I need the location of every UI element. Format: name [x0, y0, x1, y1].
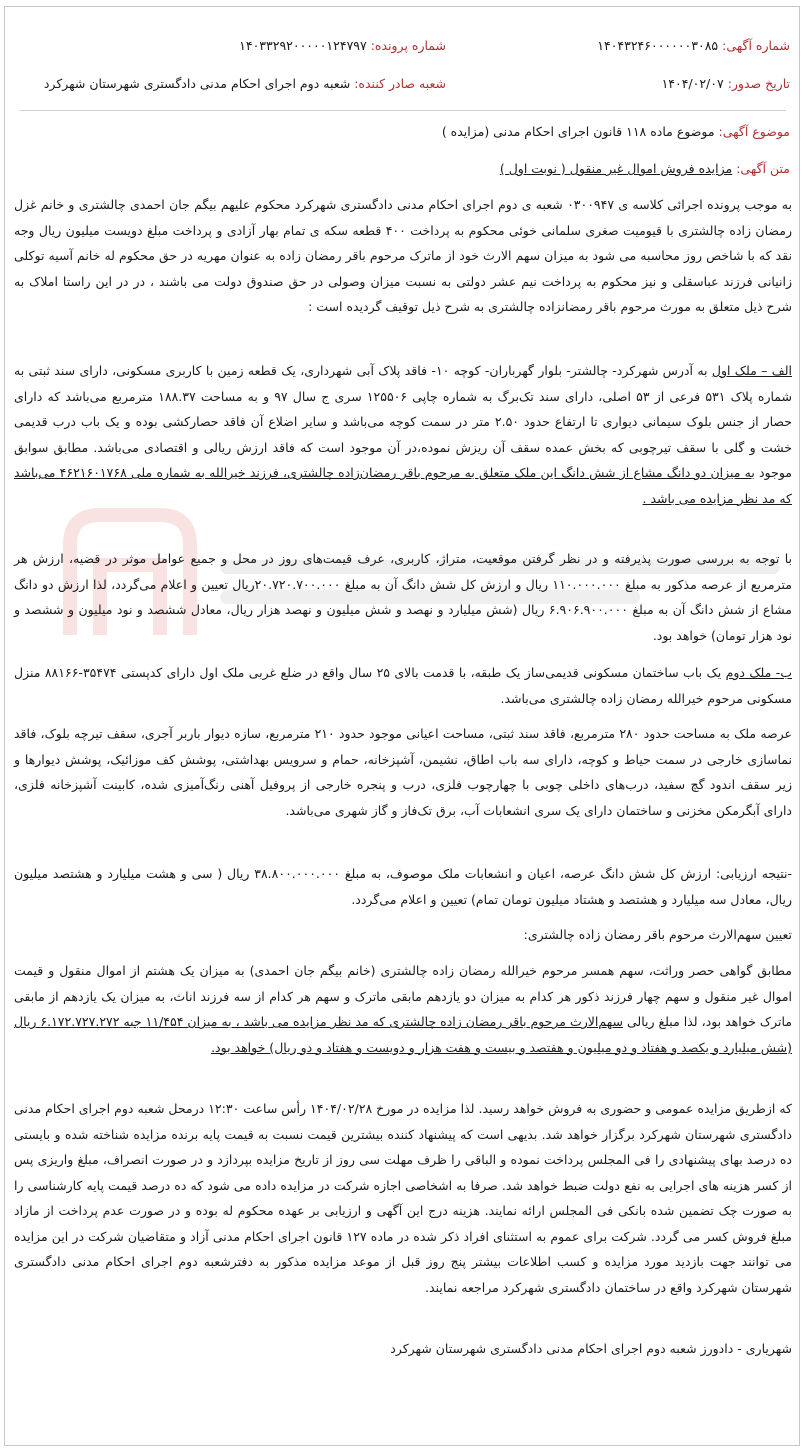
property-one-text: به آدرس شهرکرد- چالشتر- بلوار گهرباران- کوچه ۱۰- فاقد پلاک آبی شهرداری، یک قطعه زمین با کاربری مسکونی، دارای سند ثبتی به شماره پلاک ۵۳۱ فرعی از ۵۳ اصلی، دارای سند تک‌برگ به شماره چاپی ۱۲۵۵۰۶ سری ج سال ۹۷ و به مساحت ۱۸۸.۳۷ مترمربع می‌باشد که دارای حصار از جنس بلوک سیمانی دیواری تا ارتفاع حدود ۲.۵۰ متر در سمت کوچه می‌باشد و سایر اضلاع آن فاقد حصارکشی بوده و یک باب درب قدیمی خشت و گلی با سقف تیرچوبی که بخش عمده سقف آن ریزش نموده،در آن موجود است که فاقد ارزش ریالی و اقتصادی می‌باشد. مطابق سوابق موجود — [14, 363, 792, 480]
signature: شهریاری - دادورز شعبه دوم اجرای احکام مدنی دادگستری شهرستان شهرکرد — [390, 1341, 792, 1356]
subject-label: موضوع آگهی: — [718, 124, 790, 139]
issue-date-label: تاریخ صدور: — [727, 76, 790, 91]
property-one-share: به میزان دو دانگ مشاع از شش دانگ این ملک متعلق به مرحوم باقر رمضان‌زاده چالشتری، فرزند خیرالله به شماره ملی ۴۶۲۱۶۰۱۷۶۸ می‌باشد که مد نظر مزایده می باشد . — [14, 465, 792, 506]
issue-date: ۱۴۰۴/۰۲/۰۷ — [661, 76, 724, 91]
paragraph-valuation-two: -نتیجه ارزیابی: ارزش کل شش دانگ عرصه، اعیان و انشعابات ملک موصوف، به مبلغ ۳۸.۸۰۰.۰۰۰.۰۰۰ ریال ( سی و هشت میلیارد و هشتصد میلیون ریال، معادل سه میلیارد و هشتصد و هشتاد میلیون تومان تمام) تعیین و اعلام می‌گردد. — [14, 866, 793, 907]
issue-date-row — [662, 76, 790, 91]
paragraph-inheritance-heading: تعیین سهم‌الارث مرحوم باقر رمضان زاده چالشتری: — [523, 927, 792, 942]
body-title-row — [500, 161, 790, 176]
property-two-text: یک باب ساختمان مسکونی قدیمی‌ساز یک طبقه، با قدمت بالای ۲۵ سال واقع در ضلع غربی ملک اول دارای کدپستی ۳۵۴۷۴-۸۸۱۶۶ منزل مسکونی مرحوم خیرالله رمضان زاده چالشتری می‌باشد. — [14, 665, 792, 706]
body-title-label: متن آگهی: — [736, 161, 790, 176]
issuer: شعبه دوم اجرای احکام مدنی دادگستری شهرستان شهرکرد — [43, 76, 351, 91]
paragraph-property-one — [14, 358, 792, 511]
file-number: ۱۴۰۳۳۲۹۲۰۰۰۰۰۱۲۴۷۹۷ — [239, 38, 367, 53]
notice-number-row — [597, 38, 790, 53]
notice-number-label: شماره آگهی: — [722, 38, 790, 53]
property-two-heading: ب- ملک دوم — [725, 665, 793, 680]
issuer-label: شعبه صادر کننده: — [354, 76, 446, 91]
subject-row — [442, 124, 790, 139]
body-title-value: مزایده فروش اموال غیر منقول ( نوبت اول ) — [499, 161, 733, 176]
property-one-heading: الف – ملک اول — [711, 363, 792, 378]
header-divider — [20, 110, 786, 111]
paragraph-intro: به موجب پرونده اجرائی کلاسه ی ۰۳۰۰۹۴۷ شعبه ی دوم اجرای احکام مدنی دادگستری شهرکرد محکوم علیهم بیگم جان احمدی چالشتری و خانم غزل رمضان زاده چالشتری با قیومیت صغری سلمانی خوئی محکوم به پرداخت ۴۰۰ قطعه سکه ی تمام بهار آزادی و پرداخت مبلغ دویست میلیون ریال وجه نقد که با شاخص روز محاسبه می شود به میزان سهم الارث خود از ماترک مرحوم باقر رمضان زاده به عنوان مهریه در حق محکوم له خانم آسیه توکلی زانیانی فرزند عباسقلی و نیز محکوم به پرداخت نیم عشر دولتی به نسبت میزان وصولی در حق صندوق دولت می باشند ، در در این راستا املاک به شرح ذیل متعلق به مورث مرحوم باقر رمضانزاده چالشتری به شرح ذیل توقیف گردیده است : — [14, 197, 792, 314]
issuer-row — [44, 76, 446, 91]
paragraph-auction-terms: که ازطریق مزایده عمومی و حضوری به فروش خواهد رسید. لذا مزایده در مورخ ۱۴۰۴/۰۲/۲۸ رأس ساعت ۱۲:۳۰ درمحل شعبه دوم اجرای احکام مدنی دادگستری شهرستان شهرکرد برگزار خواهد شد. بدیهی است که پیشنهاد کننده بیشترین قیمت نسبت به قیمت پایه برنده مزایده شناخته شده و بایستی ده درصد بهای پیشنهادی را فی المجلس پرداخت نموده و الباقی را ظرف مهلت سی روز از تاریخ مزایده بپردازد و در صورت انصراف، مبلغ واریزی پس از کسر هزینه های اجرایی به نفع دولت ضبط خواهد شد. صرفا به اشخاصی اجازه شرکت در مزایده داده می شود که ده درصد قیمت پایه کارشناسی را به صورت چک تضمین شده بانکی فی المجلس ارائه نمایند. هزینه درج این آگهی و ارزیابی بر عهده محکوم له بوده و در صورت عدم پرداخت از مازاد مبلغ فروش کسر می گردد. شرکت برای عموم به استثنای افراد ذکر شده در ماده ۱۲۷ قانون اجرای احکام مدنی آزاد و متقاضیان شرکت در این مزایده می توانند جهت بازدید مورد مزایده و کسب اطلاعات بیشتر پنج روز قبل از موعد مزایده مذکور به دفترشعبه دوم اجرای احکام مدنی دادگستری شهرستان شهرکرد واقع در ساختمان دادگستری شهرکرد مراجعه نمایند. — [14, 1101, 793, 1295]
paragraph-property-two-details: عرصه ملک به مساحت حدود ۲۸۰ مترمربع، فاقد سند ثبتی، مساحت اعیانی موجود حدود ۲۱۰ مترمربع، سازه دیوار باربر آجری، سقف تیرچه بلوک، فاقد نماسازی خارجی در سمت حیاط و کوچه، دارای سه باب اطاق، نشیمن، آشپزخانه، حمام و سرویس بهداشتی، پوشش کف موزائیک، پوشش دیوارها و زیر سقف اندود گچ سفید، درب‌های داخلی چوبی با چهارچوب فلزی، درب و پنجره خارجی از پروفیل آهنی رنگ‌آمیزی شده، کابینت آشپزخانه فلزی، دارای آبگرمکن مخزنی و ساختمان دارای یک سری انشعابات آب، برق تک‌فاز و گاز شهری می‌باشد. — [14, 726, 792, 818]
subject-value: موضوع ماده ۱۱۸ قانون اجرای احکام مدنی (مزایده ) — [441, 124, 715, 139]
file-number-row — [239, 38, 446, 53]
inheritance-text: مطابق گواهی حصر وراثت، سهم همسر مرحوم خیرالله رمضان زاده چالشتری (خانم بیگم جان احمدی) به میزان یک هشتم از اموال منقول و قیمت اموال غیر منقول و سهم چهار فرزند ذکور هر کدام به میزان دو یازدهم مابقی ماترک و سهم هر کدام از سه فرزند اناث، به میزان یک یازدهم از مابقی ماترک خواهد بود، لذا مبلغ ریالی — [14, 963, 792, 1029]
inheritance-share: سهم‌الارث مرحوم باقر رمضان زاده چالشتری که مد نظر مزایده می باشد ، به میزان ۱۱/۴۵۴ جبه ۶.۱۷۲.۷۲۷.۲۷۲ ریال (شش میلیارد و یکصد و هفتاد و دو میلیون و هفتصد و بیست و هفت هزار و دویست و هفتاد و دو ریال) خواهد بود. — [14, 1014, 792, 1055]
paragraph-valuation-one: با توجه به بررسی صورت پذیرفته و در نظر گرفتن موقعیت، متراژ، کاربری، عرف قیمت‌های روز در محل و جمیع عوامل موثر در قضیه، ارزش هر مترمربع از عرصه مذکور به مبلغ ۱۱۰.۰۰۰.۰۰۰ ریال و ارزش کل شش دانگ آن به مبلغ ۲۰.۷۲۰.۷۰۰.۰۰۰ریال تعیین و اعلام می‌گردد، لذا ارزش دو دانگ مشاع از شش دانگ آن به مبلغ ۶.۹۰۶.۹۰۰.۰۰۰ ریال (شش میلیارد و نهصد و شش میلیون و نهصد هزار ریال، معادل ششصد و نود میلیون و ششصد و نود هزار تومان) خواهد بود. — [14, 551, 792, 643]
paragraph-inheritance — [14, 958, 792, 1060]
file-number-label: شماره پرونده: — [370, 38, 446, 53]
paragraph-property-two — [14, 660, 792, 711]
notice-number: ۱۴۰۴۳۲۴۶۰۰۰۰۰۰۳۰۸۵ — [597, 38, 719, 53]
